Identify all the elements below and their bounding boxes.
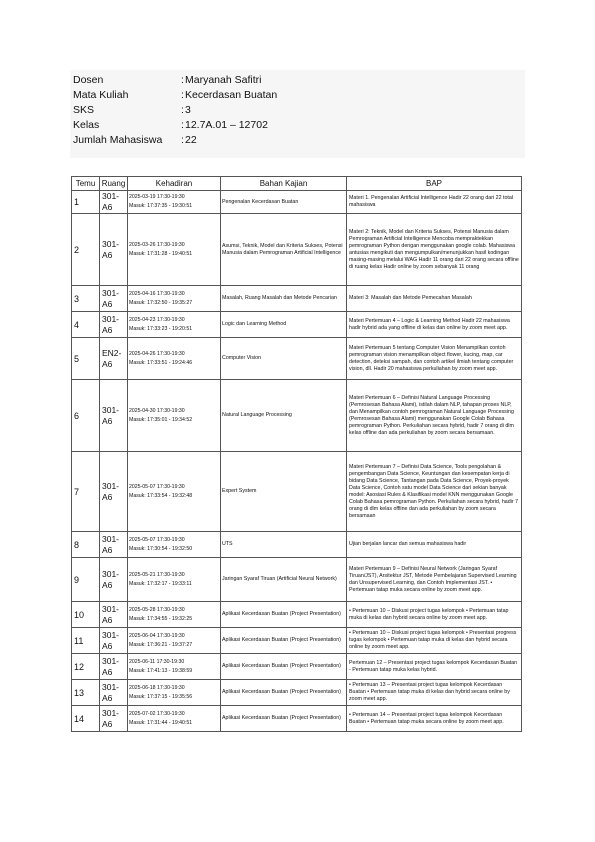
kehadiran-masuk: Masuk: 17:31:44 - 19:40:51: [129, 719, 193, 726]
cell-bahan-kajian: Masalah, Ruang Masalah dan Metode Pencarian: [221, 286, 347, 312]
cell-bahan-kajian: Aplikasi Kecerdasan Buatan (Project Presentation): [221, 680, 347, 706]
cell-temu: 10: [72, 602, 100, 628]
cell-ruang: 301-A6: [100, 312, 128, 338]
attendance-table: [71, 176, 522, 732]
info-separator: :: [181, 89, 184, 101]
kehadiran-jadwal: 2025-03-26 17:30-19:30: [129, 241, 185, 248]
info-row: [73, 73, 525, 88]
kehadiran-masuk: Masuk: 17:35:01 - 19:34:52: [129, 416, 193, 423]
cell-bap: Materi 2: Teknik, Model dan Kriteria Sukses, Potensi Manusia dalam Pemrograman Artificial Intelligence Mencoba mempraktekkan pemrograman Python dengan menggunakan google colab. Mahasiswa antusias mengikuti dan mengumpulkan/menunjukkan hasil kodingan masing-masing melalui WAG Hadir 11 orang dari 22 orang secara offline di ruang kelas Hadir online by zoom sebanyak 11 orang: [347, 214, 522, 286]
cell-kehadiran: [128, 680, 221, 706]
cell-bahan-kajian: Aplikasi Kecerdasan Buatan (Project Presentation): [221, 628, 347, 654]
kehadiran-jadwal: 2025-06-11 17:30-19:30: [129, 658, 185, 665]
cell-ruang: 301-A6: [100, 558, 128, 602]
cell-bahan-kajian: Computer Vision: [221, 338, 347, 380]
info-label: SKS: [73, 104, 95, 116]
kehadiran-masuk: Masuk: 17:32:17 - 19:33:11: [129, 580, 192, 587]
table-row: [72, 532, 522, 558]
cell-kehadiran: [128, 380, 221, 452]
cell-temu: 5: [72, 338, 100, 380]
cell-bahan-kajian: Expert System: [221, 452, 347, 532]
cell-bap: • Pertemuan 10 – Diskusi project tugas kelompok • Pertemuan tatap muka di kelas dan hybrid secara online by zoom meet app.: [347, 602, 522, 628]
info-label: Mata Kuliah: [73, 89, 129, 101]
table-row: [72, 628, 522, 654]
kehadiran-masuk: Masuk: 17:33:23 - 19:20:51: [129, 325, 193, 332]
kehadiran-jadwal: 2025-06-18 17:30-19:30: [129, 684, 185, 691]
table-row: [72, 452, 522, 532]
cell-temu: 12: [72, 654, 100, 680]
cell-bahan-kajian: Aplikasi Kecerdasan Buatan (Project Presentation): [221, 602, 347, 628]
cell-temu: 1: [72, 191, 100, 214]
cell-ruang: 301-A6: [100, 654, 128, 680]
cell-ruang: 301-A6: [100, 191, 128, 214]
info-value: 12.7A.01 – 12702: [185, 119, 268, 131]
cell-kehadiran: [128, 191, 221, 214]
cell-ruang: 301-A6: [100, 532, 128, 558]
cell-temu: 14: [72, 706, 100, 732]
info-value: 22: [185, 134, 197, 146]
table-row: [72, 380, 522, 452]
info-separator: :: [181, 74, 184, 86]
table-row: [72, 214, 522, 286]
cell-bap: Materi 3: Masalah dan Metode Pemecahan Masalah: [347, 286, 522, 312]
cell-bap: Materi Pertemuan 7 – Definisi Data Science, Tools pengolahan & pengembangan Data Science, Keuntungan dan kesempatan kerja di bidang Data Science, Tantangan pada Data Science, Proyek-proyek Data Science, Contoh satu model Data Science dari sekian banyak model: Asosiasi Rules & Klasifikasi model KNN menggunakan Google Colab Bahasa pemrograman Python. Perkuliahan secara hybrid, hadir 7 orang di dlm kelas offline dan ada perkuliahan by zoom secara bersamaan: [347, 452, 522, 532]
cell-ruang: EN2-A6: [100, 338, 128, 380]
info-value: Kecerdasan Buatan: [185, 89, 278, 101]
cell-temu: 13: [72, 680, 100, 706]
header-kehadiran: Kehadiran: [128, 177, 221, 191]
cell-ruang: 301-A6: [100, 214, 128, 286]
cell-ruang: 301-A6: [100, 452, 128, 532]
kehadiran-jadwal: 2025-05-07 17:30-19:30: [129, 483, 185, 490]
cell-bap: • Pertemuan 10 – Diskusi project tugas kelompok • Presentasi progress tugas kelompok • Pertemuan tatap muka di kelas dan hybrid secara online by zoom meet app.: [347, 628, 522, 654]
kehadiran-jadwal: 2025-04-26 17:30-19:30: [129, 350, 185, 357]
kehadiran-jadwal: 2025-05-07 17:30-19:30: [129, 536, 185, 543]
cell-kehadiran: [128, 286, 221, 312]
cell-kehadiran: [128, 532, 221, 558]
header-temu: Temu: [72, 177, 100, 191]
cell-kehadiran: [128, 706, 221, 732]
kehadiran-jadwal: 2025-04-30 17:30-19:30: [129, 407, 185, 414]
info-row: [73, 88, 525, 103]
kehadiran-masuk: Masuk: 17:30:54 - 19:32:50: [129, 545, 193, 552]
cell-temu: 4: [72, 312, 100, 338]
cell-kehadiran: [128, 214, 221, 286]
table-row: [72, 654, 522, 680]
cell-temu: 2: [72, 214, 100, 286]
kehadiran-masuk: Masuk: 17:37:35 - 19:30:51: [129, 203, 193, 209]
kehadiran-masuk: Masuk: 17:33:54 - 19:32:48: [129, 492, 193, 499]
kehadiran-jadwal: 2025-05-21 17:30-19:30: [129, 571, 185, 578]
cell-bap: Ujian berjalan lancar dan semua mahasiswa hadir: [347, 532, 522, 558]
cell-bahan-kajian: Jaringan Syaraf Tiruan (Artificial Neural Network): [221, 558, 347, 602]
cell-temu: 11: [72, 628, 100, 654]
cell-bahan-kajian: UTS: [221, 532, 347, 558]
course-info-box: [70, 70, 525, 158]
info-separator: :: [181, 119, 184, 131]
table-row: [72, 680, 522, 706]
cell-bap: Materi Pertemuan 6 – Definisi Natural Language Processing (Pemrosesan Bahasa Alami), istilah dalam NLP, tahapan proses NLP, dan Menampilkan contoh pemrograman Natural Language Processing (Pemrosesan Bahasa Alami) menggunakan Google Colab Bahasa pemrograman Python. Perkuliahan secara hybrid, hadir 7 orang di dlm kelas offline dan ada perkuliahan by zoom secara bersamaan.: [347, 380, 522, 452]
table-row: [72, 286, 522, 312]
header-bap: BAP: [347, 177, 522, 191]
cell-kehadiran: [128, 654, 221, 680]
table-header-row: [72, 177, 522, 191]
cell-bahan-kajian: Aplikasi Kecerdasan Buatan (Project Presentation): [221, 654, 347, 680]
cell-kehadiran: [128, 312, 221, 338]
kehadiran-jadwal: 2025-04-23 17:30-19:30: [129, 316, 185, 323]
kehadiran-masuk: Masuk: 17:37:15 - 19:35:56: [129, 693, 193, 700]
kehadiran-masuk: Masuk: 17:33:51 - 19:24:46: [129, 359, 193, 366]
cell-kehadiran: [128, 602, 221, 628]
cell-ruang: 301-A6: [100, 680, 128, 706]
cell-ruang: 301-A6: [100, 706, 128, 732]
kehadiran-jadwal: 2025-06-04 17:30-19:30: [129, 632, 185, 639]
cell-bap: • Pertemuan 14 – Presentasi project tugas kelompok Kecerdasan Buatan • Pertemuan tatap muka secara online by zoom meet app.: [347, 706, 522, 732]
kehadiran-masuk: Masuk: 17:34:55 - 19:32:25: [129, 615, 193, 622]
cell-bahan-kajian: Natural Language Processing: [221, 380, 347, 452]
cell-bap: Pertemuan 12 – Presentasi project tugas kelompok Kecerdasan Buatan - Pertemuan tatap muka kelas hybrid.: [347, 654, 522, 680]
cell-kehadiran: [128, 452, 221, 532]
cell-ruang: 301-A6: [100, 628, 128, 654]
cell-kehadiran: [128, 338, 221, 380]
kehadiran-jadwal: 2025-07-02 17:30-19:30: [129, 710, 185, 717]
info-value: 3: [185, 104, 191, 116]
kehadiran-masuk: Masuk: 17:36:21 - 19:37:27: [129, 641, 193, 648]
table-row: [72, 191, 522, 214]
kehadiran-jadwal: 2025-03-19 17:30-19:30: [129, 194, 185, 200]
info-row: [73, 133, 525, 148]
cell-bahan-kajian: Aplikasi Kecerdasan Buatan (Project Presentation): [221, 706, 347, 732]
cell-bap: Materi Pertemuan 5 tentang Computer Vision Menampilkan contoh pemrograman vision menampilkan object flower, kucing, map, car detection, deteksi sampah, dan contoh artikel ilmiah tentang computer vision, dll. Hadir 20 mahasiswa perkuliahan by zoom meet app.: [347, 338, 522, 380]
cell-bap: Materi Pertemuan 9 – Definisi Neural Network (Jaringan Syaraf Tiruan/JST), Arsitektur JST, Metode Pembelajaran Supervised Learning dan Unsupervised Learning, dan Contoh Implementasi JST. • Pertemuan tatap muka secara online by zoom meet app.: [347, 558, 522, 602]
table-row: [72, 602, 522, 628]
kehadiran-masuk: Masuk: 17:31:28 - 19:40:51: [129, 250, 193, 257]
kehadiran-jadwal: 2025-05-28 17:30-19:30: [129, 606, 185, 613]
info-separator: :: [181, 104, 184, 116]
cell-kehadiran: [128, 558, 221, 602]
cell-ruang: 301-A6: [100, 602, 128, 628]
header-ruang: Ruang: [100, 177, 128, 191]
cell-kehadiran: [128, 628, 221, 654]
cell-bahan-kajian: Pengenalan Kecerdasan Buatan: [221, 191, 347, 214]
cell-bap: Materi 1. Pengenalan Artificial Intelligence Hadir 22 orang dari 22 total mahasiswa: [347, 191, 522, 214]
table-row: [72, 706, 522, 732]
info-label: Jumlah Mahasiswa: [73, 134, 163, 146]
table-row: [72, 312, 522, 338]
kehadiran-jadwal: 2025-04-16 17:30-19:30: [129, 290, 185, 297]
cell-bahan-kajian: Asumsi, Teknik, Model dan Kriteria Sukses, Potensi Manusia dalam Pemrograman Artificial Intelligence: [221, 214, 347, 286]
cell-temu: 9: [72, 558, 100, 602]
info-label: Kelas: [73, 119, 100, 131]
cell-bap: • Pertemuan 13 – Presentasi project tugas kelompok Kecerdasan Buatan • Pertemuan tatap muka di kelas dan hybrid secara online by zoom meet app.: [347, 680, 522, 706]
cell-ruang: 301-A6: [100, 380, 128, 452]
cell-temu: 3: [72, 286, 100, 312]
cell-temu: 6: [72, 380, 100, 452]
cell-temu: 7: [72, 452, 100, 532]
table-row: [72, 558, 522, 602]
cell-bap: Materi Pertemuan 4 – Logic & Learning Method Hadir 22 mahasiswa hadir hybrid ada yang offline di kelas dan online by zoom meet app.: [347, 312, 522, 338]
info-row: [73, 118, 525, 133]
info-label: Dosen: [73, 74, 104, 86]
info-value: Maryanah Safitri: [185, 74, 262, 86]
table-row: [72, 338, 522, 380]
kehadiran-masuk: Masuk: 17:41:13 - 19:38:59: [129, 667, 193, 674]
info-separator: :: [181, 134, 184, 146]
cell-temu: 8: [72, 532, 100, 558]
info-row: [73, 103, 525, 118]
cell-ruang: 301-A6: [100, 286, 128, 312]
cell-bahan-kajian: Logic dan Learning Method: [221, 312, 347, 338]
kehadiran-masuk: Masuk: 17:32:50 - 19:35:27: [129, 299, 193, 306]
header-bahan-kajian: Bahan Kajian: [221, 177, 347, 191]
